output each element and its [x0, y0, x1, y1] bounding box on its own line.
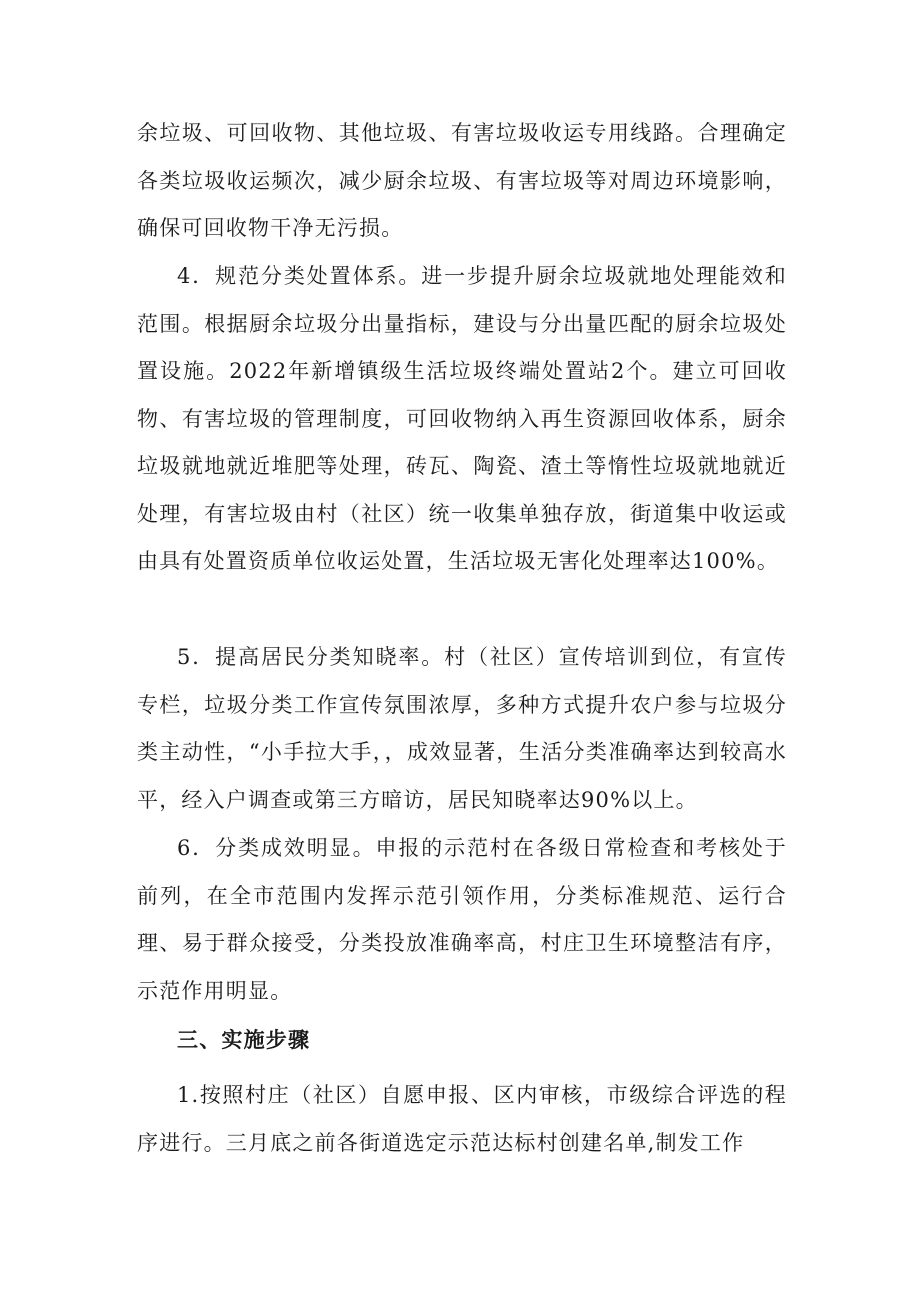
paragraph-item-4: 4．规范分类处置体系。进一步提升厨余垃圾就地处理能效和范围。根据厨余垃圾分出量指标，建设与分出量匹配的厨余垃圾处置设施。2022年新增镇级生活垃圾终端处置站2个。建立可回收物、有害垃圾的管理制度，可回收物纳入再生资源回收体系，厨余垃圾就地就近堆肥等处理，砖瓦、陶瓷、渣土等惰性垃圾就地就近处理，有害垃圾由村（社区）统一收集单独存放，街道集中收运或由具有处置资质单位收运处置，生活垃圾无害化处理率达100%。 [137, 264, 787, 573]
paragraph-step-1: 1.按照村庄（社区）自愿申报、区内审核，市级综合评选的程序进行。三月底之前各街道选定示范达标村创建名单,制发工作 [137, 1083, 787, 1155]
paragraph-item-5: 5．提高居民分类知晓率。村（社区）宣传培训到位，有宣传专栏，垃圾分类工作宣传氛围浓厚，多种方式提升农户参与垃圾分类主动性，“小手拉大手，，成效显著，生活分类准确率达到较高水平，经入户调查或第三方暗访，居民知晓率达90%以上。 [137, 645, 787, 812]
section-heading: 三、实施步骤 [177, 1028, 311, 1052]
paragraph-item-6: 6．分类成效明显。申报的示范村在各级日常检查和考核处于前列，在全市范围内发挥示范引领作用，分类标准规范、运行合理、易于群众接受，分类投放准确率高，村庄卫生环境整洁有序，示范作用明显。 [137, 836, 787, 1003]
paragraph-continuation: 余垃圾、可回收物、其他垃圾、有害垃圾收运专用线路。合理确定各类垃圾收运频次，减少厨余垃圾、有害垃圾等对周边环境影响，确保可回收物干净无污损。 [137, 121, 787, 240]
